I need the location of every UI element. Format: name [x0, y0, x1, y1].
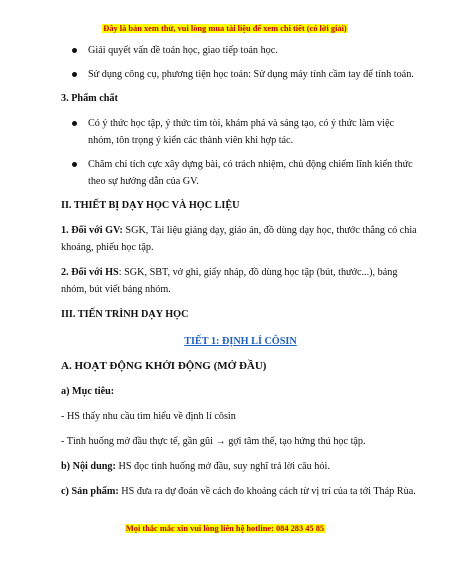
- teacher-materials: 1. Đối với GV: SGK, Tài liệu giảng dạy, giáo án, đồ dùng dạy học, thước thẳng có chia khoảng, phiếu học tập.: [61, 225, 417, 253]
- student-materials: 2. Đối với HS: SGK, SBT, vở ghi, giấy nháp, đồ dùng học tập (bút, thước...), bảng nhóm, bút viết bảng nhóm.: [61, 267, 398, 295]
- bullet-icon: [72, 162, 77, 167]
- bullet-icon: [72, 72, 77, 77]
- content-paragraph: b) Nội dung: HS đọc tình huống mở đầu, suy nghĩ trả lời câu hỏi.: [61, 461, 330, 472]
- competency-list: [61, 42, 420, 83]
- bullet-icon: [72, 121, 77, 126]
- goal-line: - HS thấy nhu cầu tìm hiểu về định lí côsin: [61, 411, 236, 422]
- goal-label: a) Mục tiêu:: [61, 386, 115, 397]
- document-body: [61, 42, 420, 508]
- list-item: Có ý thức học tập, ý thức tìm tòi, khám phá và sáng tạo, có ý thức làm việc nhóm, tôn trọng ý kiến các thành viên khi hợp tác.: [61, 115, 420, 149]
- section-II-heading: II. THIẾT BỊ DẠY HỌC VÀ HỌC LIỆU: [61, 200, 240, 211]
- list-item: Chăm chỉ tích cực xây dựng bài, có trách nhiệm, chủ động chiếm lĩnh kiến thức theo sự hướng dẫn của GV.: [61, 156, 420, 190]
- qualities-list: [61, 115, 420, 190]
- product-paragraph: c) Sản phẩm: HS đưa ra dự đoán về cách đo khoảng cách từ vị trí của ta tới Tháp Rùa.: [61, 486, 416, 497]
- hotline-banner: [0, 524, 450, 533]
- activity-A-heading: A. HOẠT ĐỘNG KHỞI ĐỘNG (MỞ ĐẦU): [61, 360, 267, 372]
- list-item: Sử dụng công cụ, phương tiện học toán: Sử dụng máy tính cầm tay để tính toán.: [61, 66, 420, 83]
- preview-notice-banner: [0, 24, 450, 33]
- lesson-title: TIẾT 1: ĐỊNH LÍ CÔSIN: [184, 336, 297, 347]
- hotline-text: Mọi thắc mắc xin vui lòng liên hệ hotline: 084 283 45 85: [125, 524, 325, 533]
- section-III-heading: III. TIẾN TRÌNH DẠY HỌC: [61, 309, 189, 320]
- goal-line: - Tình huống mở đầu thực tế, gần gũi → gợi tâm thế, tạo hứng thú học tập.: [61, 436, 366, 447]
- list-item: Giải quyết vấn đề toán học, giao tiếp toán học.: [61, 42, 420, 59]
- preview-notice-text: Đây là bản xem thử, vui lòng mua tài liệu để xem chi tiết (có lời giải): [103, 24, 347, 33]
- bullet-icon: [72, 48, 77, 53]
- section-3-heading: 3. Phẩm chất: [61, 93, 118, 104]
